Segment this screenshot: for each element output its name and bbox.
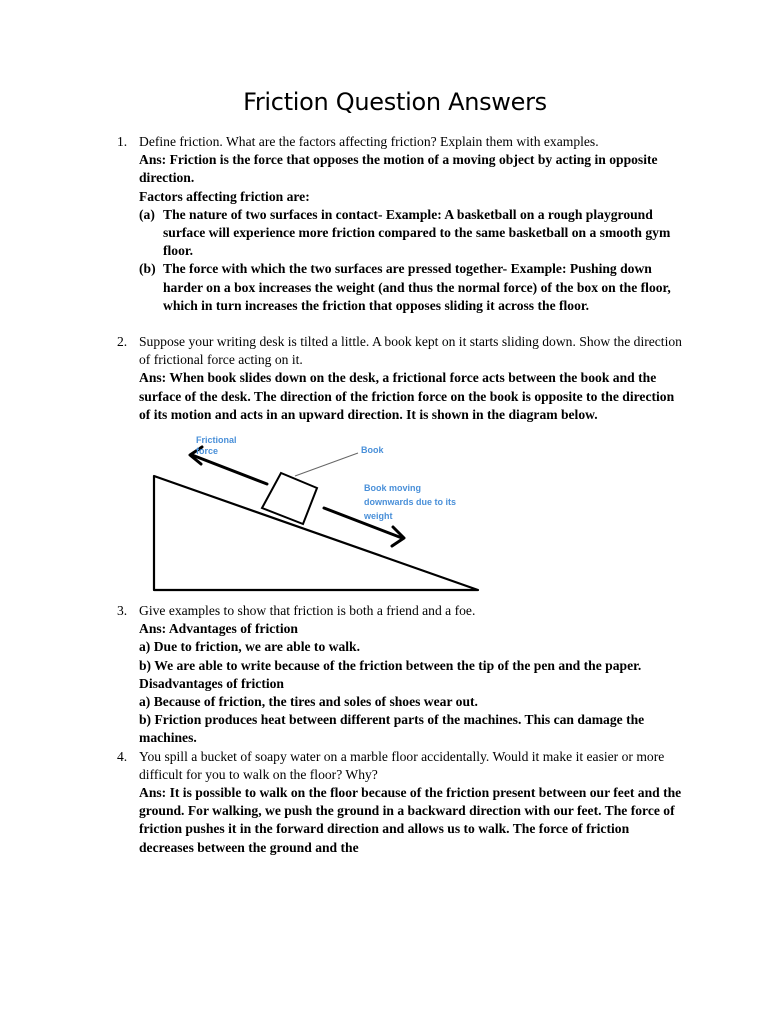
factor-b (139, 260, 684, 315)
question-1 (114, 133, 684, 315)
factor-b-text: The force with which the two surfaces are pressed together- Example: Pushing down harder on a box increases the weight (and thus the normal force) of the box on the floor, which in turn increases the friction that opposes sliding it across the floor. (163, 261, 671, 313)
inclined-plane-diagram (140, 428, 482, 600)
question-4 (114, 748, 684, 857)
question-text: You spill a bucket of soapy water on a marble floor accidentally. Would it make it easier or more difficult for you to walk on the floor? Why? (139, 748, 665, 782)
frictional-force-label-line1: Frictional (196, 435, 237, 446)
disadvantage-a: a) Because of friction, the tires and soles of shoes wear out. (139, 694, 478, 710)
disadvantage-b: b) Friction produces heat between different parts of the machines. This can damage the machines. (139, 712, 645, 746)
answer-text: Ans: It is possible to walk on the floor because of the friction present between our feet and the ground. For walking, we push the ground in a backward direction with our feet. The force of friction pushes it in the forward direction and allows us to walk. The force of friction decreases between the ground and the (139, 785, 682, 855)
question-number: 4. (117, 748, 128, 764)
advantages-heading: Ans: Advantages of friction (139, 621, 298, 637)
question-number: 1. (117, 134, 128, 149)
frictional-force-label-line2: force (196, 446, 219, 457)
page-title: Friction Question Answers (243, 88, 547, 116)
question-2 (114, 333, 684, 600)
question-text: Define friction. What are the factors affecting friction? Explain them with examples. (139, 134, 599, 149)
book-label: Book (361, 445, 384, 456)
factors-heading: Factors affecting friction are: (139, 188, 310, 204)
book-moving-label-line3: weight (364, 511, 393, 522)
answer-text: Ans: Friction is the force that opposes the motion of a moving object by acting in opposite direction. (139, 152, 658, 186)
question-number: 3. (117, 603, 128, 619)
factor-a-text: The nature of two surfaces in contact- Example: A basketball on a rough playground surface will experience more friction compared to the same basketball on a smooth gym floor. (163, 206, 671, 259)
question-list (114, 133, 684, 857)
advantage-b: b) We are able to write because of the friction between the tip of the pen and the paper. (139, 657, 642, 673)
factor-b-label: (b) (139, 261, 156, 277)
factor-a (139, 206, 684, 261)
book-moving-label-line1: Book moving (364, 483, 422, 494)
question-text: Give examples to show that friction is both a friend and a foe. (139, 603, 476, 619)
answer-text: Ans: When book slides down on the desk, a frictional force acts between the book and the surface of the desk. The direction of the friction force on the book is opposite to the direction of its motion and acts in an upward direction. It is shown in the diagram below. (139, 370, 675, 422)
book-moving-label-line2: downwards due to its (364, 497, 457, 508)
disadvantages-heading: Disadvantages of friction (139, 675, 284, 691)
question-number: 2. (117, 334, 128, 350)
advantage-a: a) Due to friction, we are able to walk. (139, 639, 360, 655)
factor-a-label: (a) (139, 206, 155, 222)
question-3 (114, 602, 684, 748)
question-text: Suppose your writing desk is tilted a little. A book kept on it starts sliding down. Show the direction of frictional force acting on it. (139, 334, 682, 368)
